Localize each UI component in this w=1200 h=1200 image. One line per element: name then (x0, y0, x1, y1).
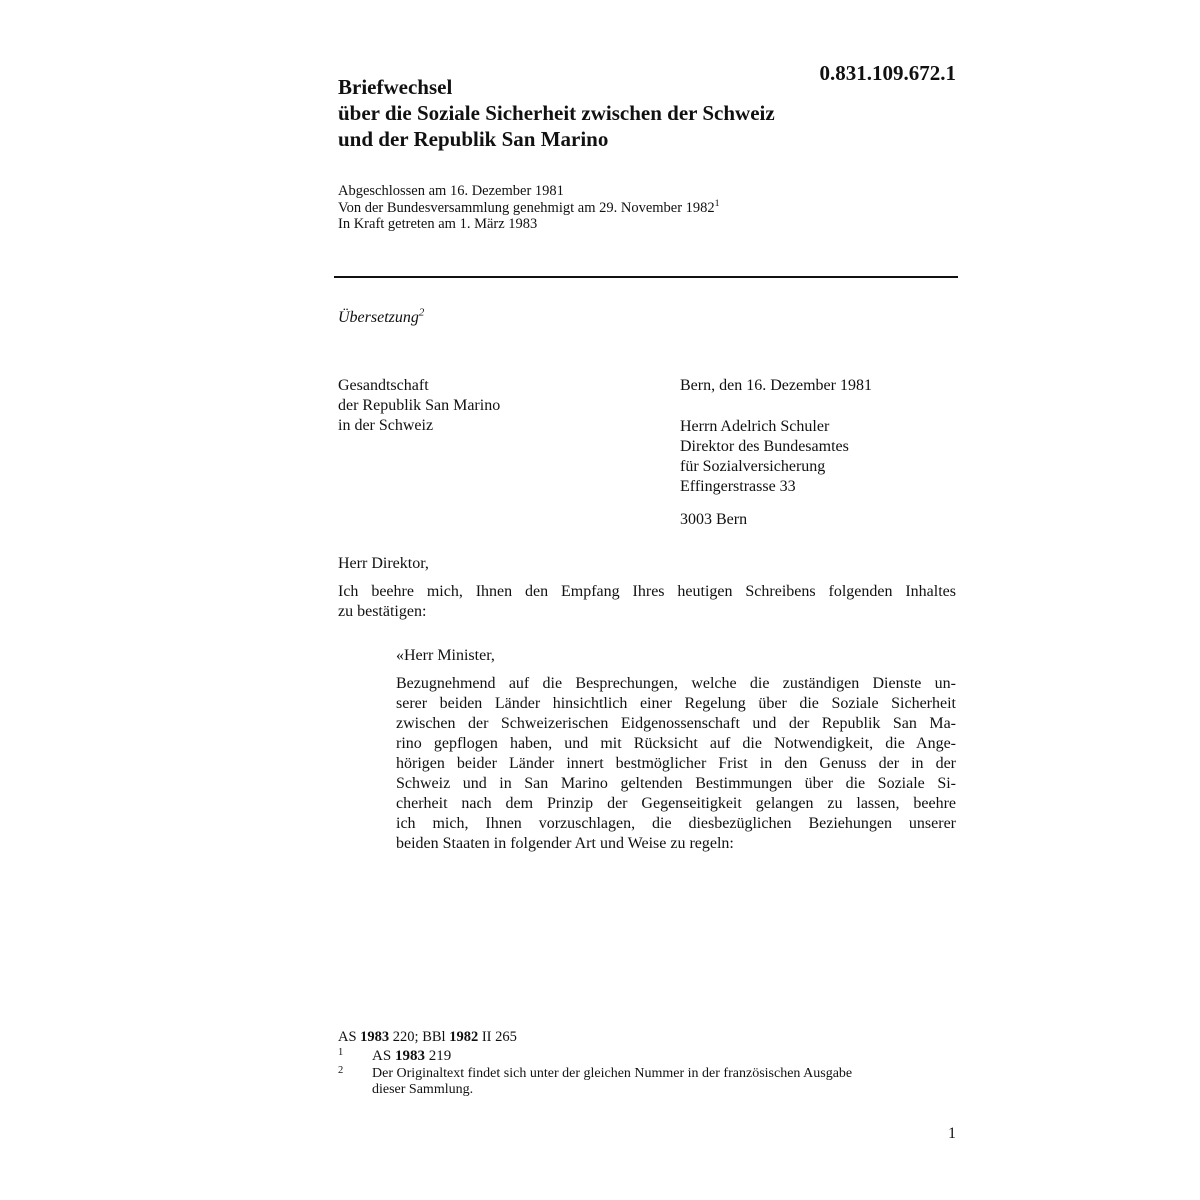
translation-note (338, 308, 424, 328)
bbl-ref: II 265 (478, 1029, 517, 1045)
title-line: und der Republik San Marino (338, 127, 609, 151)
footnote-ref-2[interactable]: 2 (418, 306, 425, 319)
recipient-line: Direktor des Bundesamtes (680, 438, 849, 455)
recipient-line: Effingerstrasse 33 (680, 478, 796, 495)
quoted-paragraph (396, 674, 956, 854)
document-metadata (338, 183, 938, 233)
footnote-ref-1[interactable]: 1 (714, 197, 720, 209)
quote-line: Schweiz und in San Marino geltenden Bestimmungen über die Soziale Si- (396, 775, 956, 792)
sender-line: der Republik San Marino (338, 397, 501, 414)
as-year: 1983 (360, 1029, 390, 1045)
quote-line: cherheit nach dem Prinzip der Gegenseitigkeit gelangen zu lassen, beehre (396, 795, 956, 812)
title-line: über die Soziale Sicherheit zwischen der Schweiz (338, 101, 775, 125)
page-number: 1 (948, 1125, 956, 1142)
concluded-date: Abgeschlossen am 16. Dezember 1981 (338, 183, 564, 199)
quote-line: hörigen beider Länder innert bestmöglicher Frist in den Genuss der in der (396, 755, 956, 772)
quote-line: zwischen der Schweizerischen Eidgenossenschaft und der Republik San Ma- (396, 715, 956, 732)
quote-line: serer beiden Länder hinsichtlich einer Regelung über die Soziale Sicherheit (396, 695, 956, 712)
footnote-page: 219 (424, 1048, 452, 1064)
bbl-year: 1982 (449, 1029, 479, 1045)
translation-label: Übersetzung (338, 309, 419, 326)
footnote-text (372, 1066, 952, 1098)
footnote-prefix: AS (372, 1048, 395, 1064)
letter-date: Bern, den 16. Dezember 1981 (680, 377, 872, 394)
intro-line: Ich beehre mich, Ihnen den Empfang Ihres heutigen Schreibens folgenden Inhaltes (338, 583, 956, 600)
footnote-text (372, 1048, 952, 1064)
footnote-number: 1 (338, 1047, 344, 1058)
recipient-line: Herrn Adelrich Schuler (680, 418, 830, 435)
approval-date: Von der Bundesversammlung genehmigt am 29. November 1982 (338, 199, 715, 216)
as-page: 220; BBl (389, 1029, 450, 1045)
as-reference (338, 1028, 517, 1046)
recipient-city: 3003 Bern (680, 511, 748, 528)
document-title (338, 74, 898, 152)
quote-line: Bezugnehmend auf die Besprechungen, welche die zuständigen Dienste un- (396, 675, 956, 692)
recipient-address (680, 417, 960, 497)
quote-line: ich mich, Ihnen vorzuschlagen, die diesbezüglichen Beziehungen unserer (396, 815, 956, 832)
as-prefix: AS (338, 1029, 361, 1045)
quote-line: beiden Staaten in folgender Art und Weise zu regeln: (396, 835, 734, 852)
salutation: Herr Direktor, (338, 555, 429, 572)
recipient-line: für Sozialversicherung (680, 458, 826, 475)
sr-number: 0.831.109.672.1 (819, 61, 956, 85)
in-force-date: In Kraft getreten am 1. März 1983 (338, 216, 538, 232)
intro-paragraph (338, 582, 956, 622)
quote-salutation: «Herr Minister, (396, 647, 495, 664)
horizontal-rule (334, 276, 958, 278)
title-line: Briefwechsel (338, 75, 453, 99)
footnote-line: dieser Sammlung. (372, 1082, 474, 1097)
footnote-line: Der Originaltext findet sich unter der gleichen Nummer in der französischen Ausgabe (372, 1066, 853, 1081)
sender-line: in der Schweiz (338, 417, 434, 434)
quote-line: rino gepflogen haben, und mit Rücksicht auf die Notwendigkeit, die Ange- (396, 735, 956, 752)
footnote-year: 1983 (394, 1048, 425, 1064)
sender-line: Gesandtschaft (338, 377, 429, 394)
intro-line: zu bestätigen: (338, 603, 427, 620)
approval-line (338, 197, 938, 217)
footnote-number: 2 (338, 1065, 344, 1076)
sender-address (338, 376, 638, 436)
